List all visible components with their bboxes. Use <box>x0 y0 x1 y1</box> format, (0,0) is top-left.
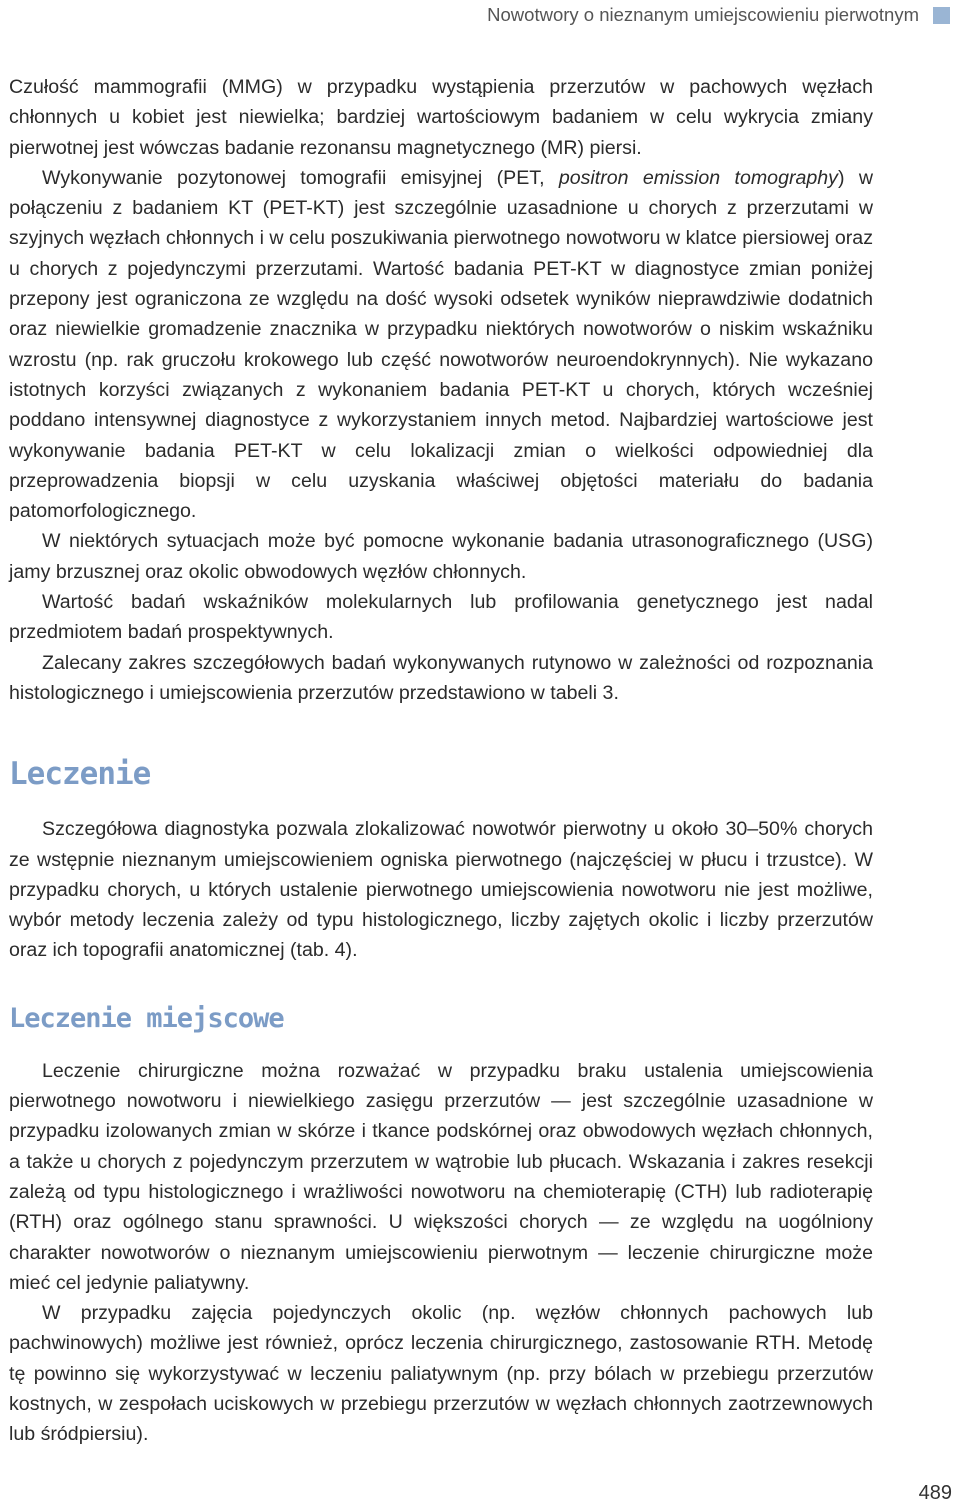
header-square-icon <box>933 7 950 24</box>
paragraph-surgery: Leczenie chirurgiczne można rozważać w przypadku braku ustalenia umiejscowienia pierwotnego nowotworu i niewielkiego zasięgu przerzutów — jest szczególnie uzasadnione w przypadku izolowanych zmian w skórze i tkance podskórnej oraz obwodowych węzłach chłonnych, a także u chorych z pojedynczym przerzutem w wątrobie lub płucach. Wskazania i zakres resekcji zależą od typu histologicznego i wrażliwości nowotworu na chemioterapię (CTH) lub radioterapię (RTH) oraz ogólnego stanu sprawności. U większości chorych — ze względu na uogólniony charakter nowotworów o nieznanym umiejscowieniu pierwotnym — leczenie chirurgiczne może mieć cel jedynie paliatywny. <box>9 1059 873 1294</box>
running-title: Nowotwory o nieznanym umiejscowieniu pierwotnym <box>487 4 919 25</box>
paragraph-rth: W przypadku zajęcia pojedynczych okolic (np. węzłów chłonnych pachowych lub pachwinowych) możliwe jest również, oprócz leczenia chirurgicznego, zastosowanie RTH. Metodę tę powinno się wykorzystywać w leczeniu paliatywnym (np. przy bólach w przebiegu przerzutów kostnych, w zespołach uciskowych w przebiegu przerzutów w węzłach chłonnych zaotrzewnowych lub śródpiersiu). <box>9 1302 873 1446</box>
pet-text-before: Wykonywanie pozytonowej tomografii emisyjnej (PET, <box>42 166 559 189</box>
paragraph-table-ref: Zalecany zakres szczegółowych badań wykonywanych rutynowo w zależności od rozpoznania histologicznego i umiejscowienia przerzutów przedstawiono w tabeli 3. <box>9 651 873 704</box>
heading-leczenie-miejscowe: Leczenie miejscowe <box>9 1002 284 1034</box>
paragraph-mmg: Czułość mammografii (MMG) w przypadku wystąpienia przerzutów w pachowych węzłach chłonnych u kobiet jest niewielka; bardziej wartościowym badaniem w celu wykrycia zmiany pierwotnej jest wówczas badanie rezonansu magnetycznego (MR) piersi. <box>9 76 873 159</box>
page-number: 489 <box>918 1482 952 1504</box>
paragraph-pet <box>9 163 873 527</box>
paragraph-molecular: Wartość badań wskaźników molekularnych lub profilowania genetycznego jest nadal przedmiotem badań prospektywnych. <box>9 591 873 644</box>
paragraph-leczenie: Szczegółowa diagnostyka pozwala zlokalizować nowotwór pierwotny u około 30–50% chorych ze wstępnie nieznanym umiejscowieniem ogniska pierwotnego (najczęściej w płucu i trzustce). W przypadku chorych, u których ustalenie pierwotnego umiejscowienia nowotworu nie jest możliwe, wybór metody leczenia zależy od typu histologicznego, liczby zajętych okolic i liczby przerzutów oraz ich topografii anatomicznej (tab. 4). <box>9 818 873 962</box>
heading-leczenie: Leczenie <box>9 756 151 793</box>
pet-italic-term: positron emission tomography <box>558 166 838 189</box>
page-body <box>9 72 873 1450</box>
pet-text-after: ) w połączeniu z badaniem KT (PET-KT) jest szczególnie uzasadnione u chorych z przerzutami w szyjnych węzłach chłonnych i w celu poszukiwania pierwotnego nowotworu w klatce piersiowej oraz u chorych z pojedynczymi przerzutami. Wartość badania PET-KT w diagnostyce zmian poniżej przepony jest ograniczona ze względu na dość wysoki odsetek wyników nieprawdziwie dodatnich oraz niewielkie gromadzenie znacznika w przypadku niektórych nowotworów o niskim wskaźniku wzrostu (np. rak gruczołu krokowego lub część nowotworów neuroendokrynnych). Nie wykazano istotnych korzyści związanych z wykonaniem badania PET-KT u chorych, których wcześniej poddano intensywnej diagnostyce z wykorzystaniem innych metod. Najbardziej wartościowe jest wykonywanie badania PET-KT w celu lokalizacji zmian o wielkości odpowiedniej dla przeprowadzenia biopsji w celu uzyskania właściwej objętości materiału do badania patomorfologicznego. <box>9 166 873 523</box>
running-header <box>487 4 950 26</box>
paragraph-usg: W niektórych sytuacjach może być pomocne wykonanie badania utrasonograficznego (USG) jamy brzusznej oraz okolic obwodowych węzłów chłonnych. <box>9 530 873 583</box>
